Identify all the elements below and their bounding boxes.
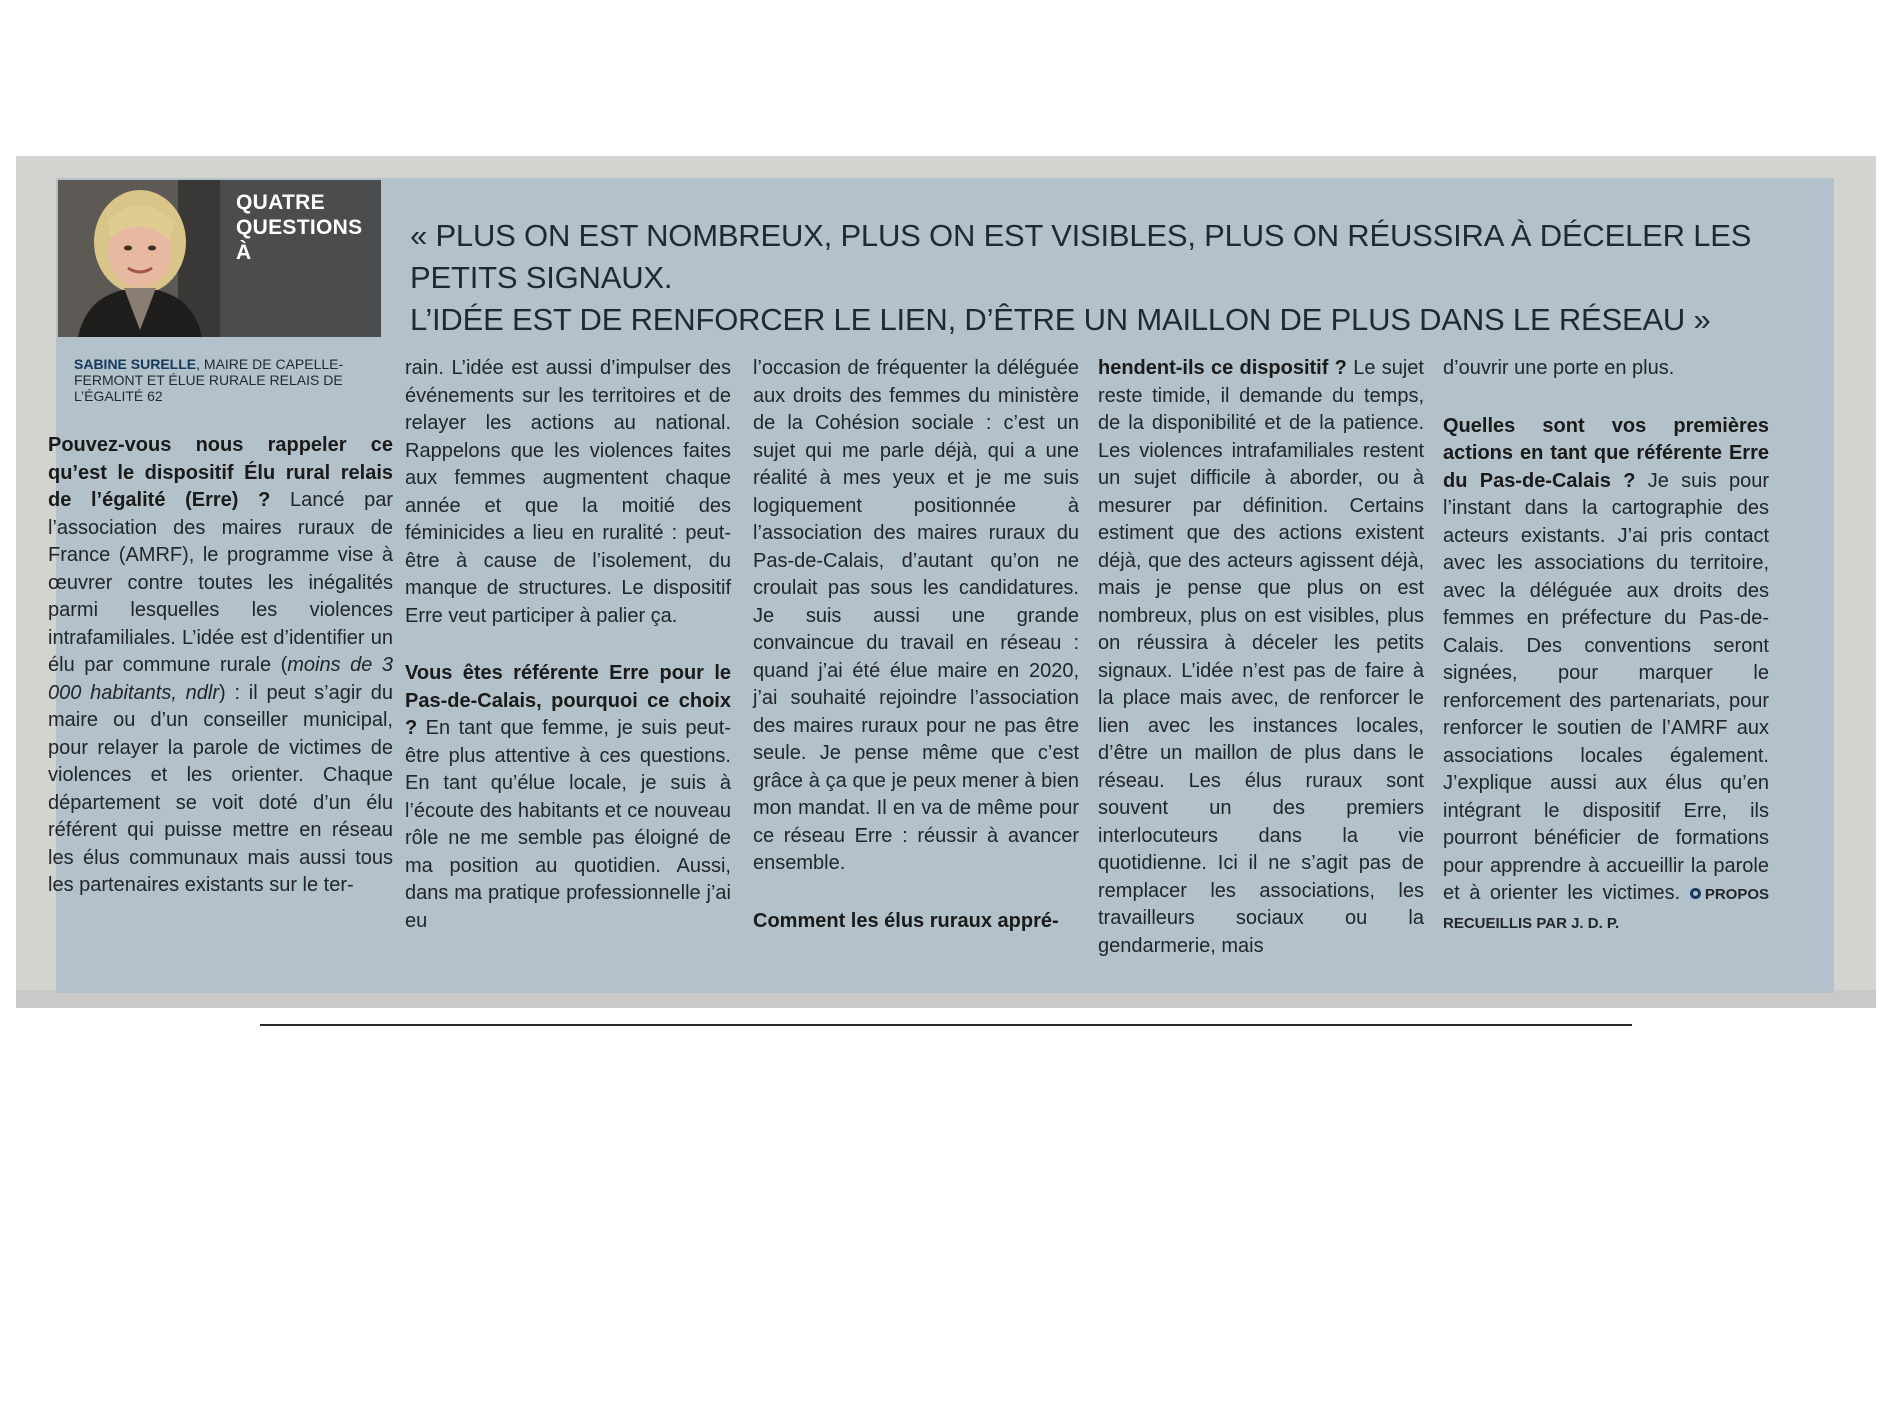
byline bbox=[74, 356, 354, 404]
article-column-1 bbox=[48, 432, 393, 900]
answer-1-part-1: Lancé par l’association des maires ruraux de France (AMRF), le programme vise à œuvrer contre toutes les inégalités parmi lesquelles les violences intrafamiliales. L’idée est d’identifier un élu par commune rurale ( bbox=[48, 489, 393, 676]
paragraph-3 bbox=[1098, 355, 1424, 960]
bullet-icon bbox=[1690, 888, 1701, 899]
section-kicker bbox=[236, 190, 376, 265]
paragraph-gap bbox=[1443, 383, 1769, 413]
answer-1-continued: rain. L’idée est aussi d’impulser des événements sur les territoires et de relayer les actions au national. Rappelons que les violences faites aux femmes augmentent chaque année et que la moitié des féminicides a lieu en ruralité : peut-être à cause de l’isolement, du manque de structures. Le dispositif Erre veut participer à palier ça. bbox=[405, 357, 731, 627]
question-4: Quelles sont vos premières actions en tant que référente Erre du Pas-de-Calais ? bbox=[1443, 414, 1769, 492]
portrait-illustration bbox=[58, 180, 220, 337]
answer-2-part-1: En tant que femme, je suis peut-être plus attentive à ces questions. En tant qu’élue locale, je suis à l’écoute des habitants et ce nouveau rôle ne me semble pas éloigné de ma position au quotidien. Aussi, dans ma pratique professionnelle j’ai eu bbox=[405, 717, 731, 932]
answer-4: Je suis pour l’instant dans la cartographie des acteurs existants. J’ai pris contact avec les associations du territoire, avec la déléguée aux droits des femmes en préfecture du Pas-de-Calais. Des conventions seront signées, pour marquer le renforcement des partenariats, pour renforcer le soutien de l’AMRF aux associations locales également. J’explique aussi aux élus qu’en intégrant le dispositif Erre, ils pourront bénéficier de formations pour apprendre à accueillir la parole et à orienter les victimes. bbox=[1443, 469, 1769, 904]
author-credit: PROPOS RECUEILLIS PAR J. D. P. bbox=[1443, 886, 1769, 932]
byline-role: , MAIRE DE CAPELLE-FERMONT ET ÉLUE RURALE RELAIS DE L’ÉGALITÉ 62 bbox=[74, 356, 344, 404]
answer-3: Le sujet reste timide, il demande du temps, de la disponibilité et de la patience. Les violences intrafamiliales restent un sujet difficile à aborder, ou à mesurer par définition. Certains estiment que des actions existent déjà, que des acteurs agissent déjà, mais je pense que plus on est nombreux, plus on est visibles, plus on réussira à déceler les petits signaux. L’idée n’est pas de faire à la place mais avec, de renforcer le lien avec les instances locales, d’être un maillon de plus dans le réseau. Les élus ruraux sont souvent un des premiers interlocuteurs dans la vie quotidienne. Ici il ne s’agit pas de remplacer les associations, les travailleurs sociaux ou la gendarmerie, mais bbox=[1098, 357, 1424, 957]
byline-name: SABINE SURELLE bbox=[74, 356, 197, 372]
horizontal-rule bbox=[260, 1024, 1632, 1026]
article-column-3 bbox=[753, 355, 1079, 935]
question-3-end: hendent-ils ce dispositif ? bbox=[1098, 357, 1347, 379]
quote-line-2: L’IDÉE EST DE RENFORCER LE LIEN, D’ÊTRE UN MAILLON DE PLUS DANS LE RÉSEAU » bbox=[410, 302, 1711, 337]
article-column-4 bbox=[1098, 355, 1424, 960]
answer-2-part-2: l’occasion de fréquenter la déléguée aux droits des femmes du ministère de la Cohésion sociale : c’est un sujet qui me parle déjà, qui a une réalité à mes yeux et je me suis logiquement positionnée à l’association des maires ruraux du Pas-de-Calais, d’autant qu’on ne croulait pas sous les candidatures. Je suis aussi une grande convaincue du travail en réseau : quand j’ai été élue maire en 2020, j’ai souhaité rejoindre l’association des maires ruraux pour ne pas être seule. Je pense même que c’est grâce à ça que je peux mener à bien mon mandat. Il en va de même pour ce réseau Erre : réussir à avancer ensemble. bbox=[753, 357, 1079, 874]
article-column-5 bbox=[1443, 355, 1769, 937]
kicker-line-3: À bbox=[236, 241, 252, 264]
kicker-line-1: QUATRE bbox=[236, 191, 325, 214]
pull-quote bbox=[410, 215, 1830, 341]
question-2: Vous êtes référente Erre pour le Pas-de-Calais, pourquoi ce choix ? bbox=[405, 662, 731, 739]
paragraph-gap bbox=[753, 878, 1079, 908]
paragraph-1 bbox=[48, 432, 393, 900]
answer-1-part-2: ) : il peut s’agir du maire ou d’un conseiller municipal, pour relayer la parole de victimes de violences et les orienter. Chaque département se voit doté d’un élu référent qui puisse mettre en réseau les élus communaux mais aussi tous les partenaires existants sur le ter- bbox=[48, 681, 393, 896]
paragraph-4 bbox=[1443, 413, 1769, 938]
paragraph-gap bbox=[405, 630, 731, 660]
paragraph-2 bbox=[405, 660, 731, 935]
answer-1-italic: moins de 3 000 habitants, ndlr bbox=[48, 654, 393, 704]
portrait-photo bbox=[58, 180, 220, 337]
kicker-line-2: QUESTIONS bbox=[236, 216, 363, 239]
quote-line-1: « PLUS ON EST NOMBREUX, PLUS ON EST VISIBLES, PLUS ON RÉUSSIRA À DÉCELER LES PETITS SIGNAUX. bbox=[410, 218, 1752, 295]
question-1: Pouvez-vous nous rappeler ce qu’est le dispositif Élu rural relais de l’égalité (Erre) ? bbox=[48, 434, 393, 511]
question-3-start: Comment les élus ruraux appré- bbox=[753, 909, 1059, 932]
article-column-2 bbox=[405, 355, 731, 935]
answer-3-continued: d’ouvrir une porte en plus. bbox=[1443, 357, 1675, 379]
